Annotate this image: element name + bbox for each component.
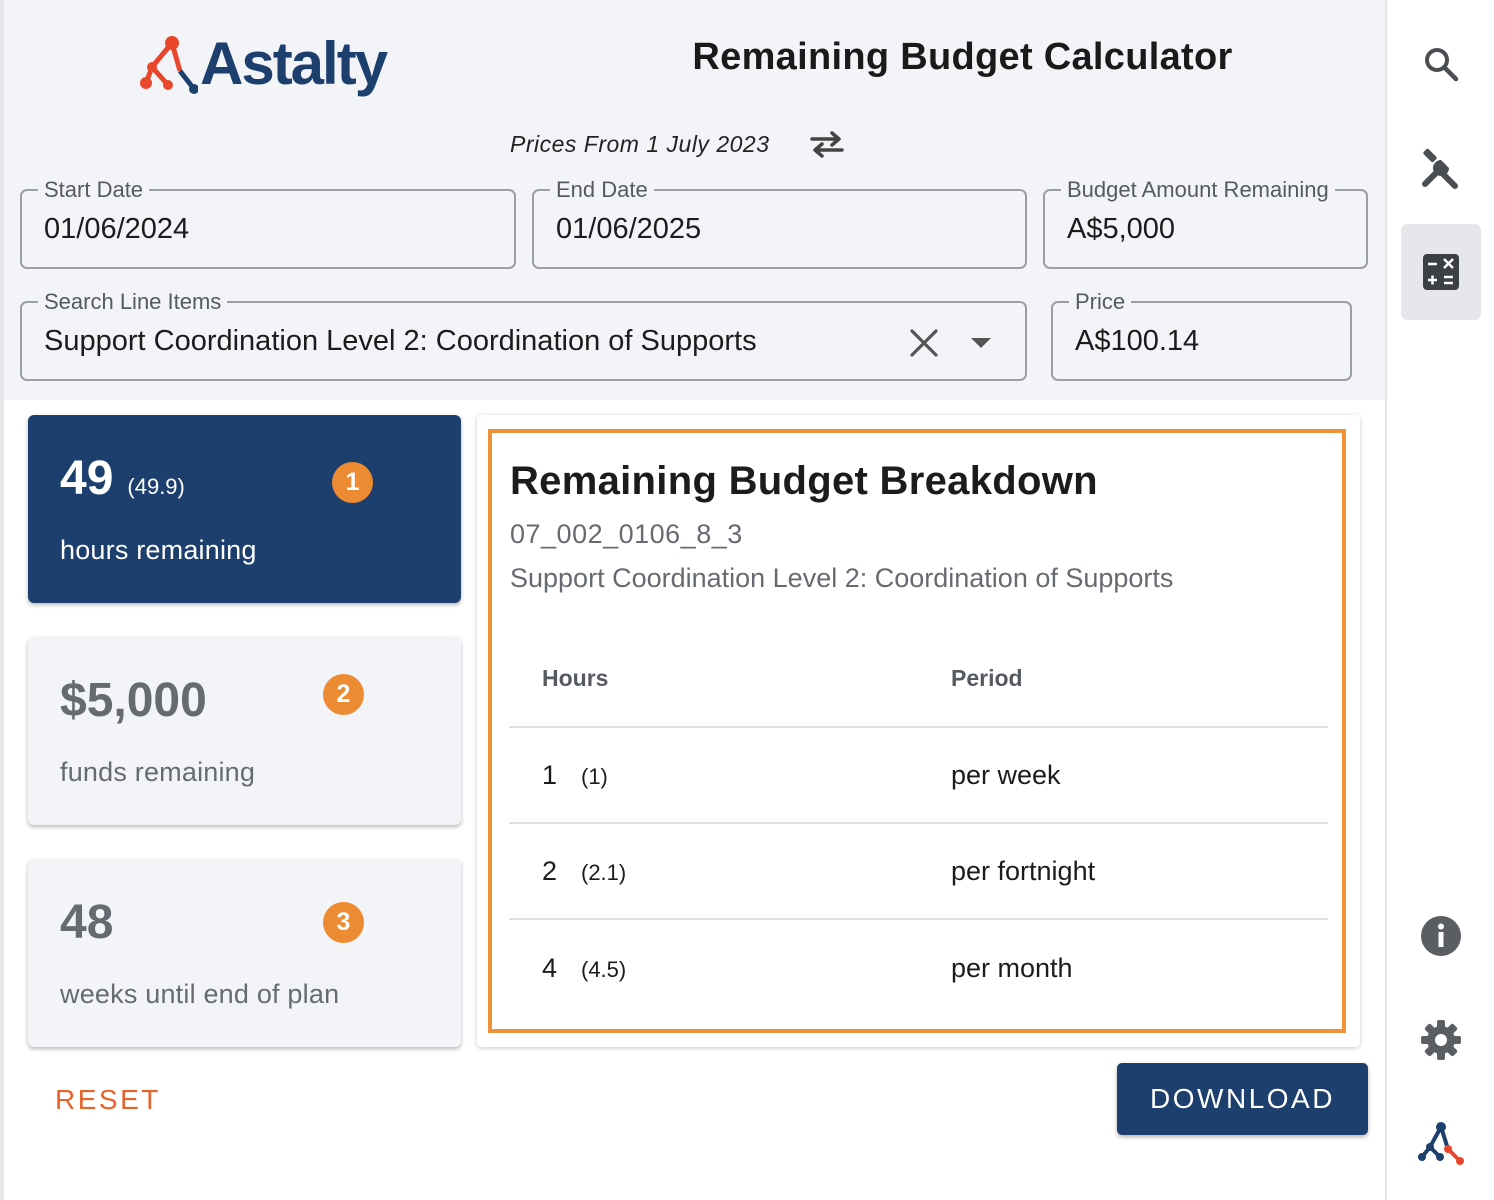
sidebar-item-calculator[interactable] <box>1401 224 1481 320</box>
left-edge <box>0 0 4 1200</box>
period-column-header: Period <box>951 665 1023 691</box>
astalty-logo-icon <box>1416 1117 1466 1167</box>
search-line-items-label: Search Line Items <box>38 289 227 315</box>
budget-amount-field[interactable] <box>1043 177 1368 269</box>
logo-text: Astalty <box>200 29 387 97</box>
table-row <box>509 728 1328 822</box>
clear-search-button[interactable] <box>906 325 942 361</box>
reset-button[interactable]: RESET <box>55 1084 161 1115</box>
hours-column-header: Hours <box>542 665 609 691</box>
search-line-items-value[interactable]: Support Coordination Level 2: Coordination of Supports <box>44 325 757 357</box>
astalty-molecule-icon <box>138 31 198 95</box>
funds-remaining-card[interactable] <box>28 637 461 825</box>
open-dropdown-button[interactable] <box>966 329 996 357</box>
hours-remaining-value: 49 <box>60 452 114 505</box>
row-hours: 1 <box>542 760 558 790</box>
line-item-name: Support Coordination Level 2: Coordination of Supports <box>510 563 1174 593</box>
swap-arrows-icon <box>808 129 846 159</box>
sidebar-item-tools[interactable] <box>1401 120 1481 216</box>
step-badge-2: 2 <box>323 674 364 715</box>
step-badge-3: 3 <box>323 902 364 943</box>
table-row <box>509 921 1328 1015</box>
price-label: Price <box>1069 289 1131 315</box>
row-hours: 4 <box>542 953 558 983</box>
start-date-label: Start Date <box>38 177 149 203</box>
download-button[interactable]: DOWNLOAD <box>1117 1063 1368 1135</box>
row-period: per month <box>951 953 1073 983</box>
weeks-remaining-card[interactable] <box>28 859 461 1047</box>
funds-remaining-value: $5,000 <box>60 674 207 727</box>
row-period: per week <box>951 760 1061 790</box>
hours-remaining-card[interactable] <box>28 415 461 603</box>
row-hours-exact: (1) <box>581 764 608 789</box>
hours-remaining-label: hours remaining <box>60 535 257 565</box>
sidebar-item-info[interactable] <box>1401 888 1481 984</box>
right-sidebar <box>1385 0 1494 1200</box>
funds-remaining-label: funds remaining <box>60 757 256 787</box>
page-title: Remaining Budget Calculator <box>692 36 1233 78</box>
step-badge-1: 1 <box>332 462 373 503</box>
sidebar-item-astalty[interactable] <box>1401 1094 1481 1190</box>
row-hours: 2 <box>542 856 558 886</box>
hours-remaining-exact: (49.9) <box>127 474 185 499</box>
prices-row <box>470 122 890 166</box>
calculator-icon <box>1422 253 1460 291</box>
table-row <box>509 824 1328 918</box>
info-icon <box>1420 915 1462 957</box>
price-value[interactable]: A$100.14 <box>1075 325 1200 357</box>
budget-amount-label: Budget Amount Remaining <box>1061 177 1335 203</box>
swap-price-guide-button[interactable] <box>807 124 847 164</box>
budget-amount-value[interactable]: A$5,000 <box>1067 213 1176 245</box>
table-divider <box>509 918 1328 920</box>
row-hours-exact: (4.5) <box>581 957 627 982</box>
weeks-remaining-value: 48 <box>60 896 114 949</box>
start-date-value[interactable]: 01/06/2024 <box>44 213 190 245</box>
tools-icon <box>1419 146 1463 190</box>
line-item-code: 07_002_0106_8_3 <box>510 519 743 549</box>
sidebar-item-settings[interactable] <box>1401 992 1481 1088</box>
close-icon <box>906 325 942 361</box>
astalty-logo <box>138 30 448 96</box>
chevron-down-icon <box>970 337 992 349</box>
end-date-value[interactable]: 01/06/2025 <box>556 213 702 245</box>
gear-icon <box>1420 1019 1462 1061</box>
start-date-field[interactable] <box>20 177 516 269</box>
row-period: per fortnight <box>951 856 1096 886</box>
price-field[interactable] <box>1051 289 1352 381</box>
breakdown-title: Remaining Budget Breakdown <box>510 459 1098 503</box>
search-icon <box>1421 44 1461 84</box>
end-date-field[interactable] <box>532 177 1027 269</box>
prices-from-label: Prices From 1 July 2023 <box>510 130 770 157</box>
weeks-remaining-label: weeks until end of plan <box>60 979 340 1009</box>
breakdown-panel <box>488 429 1346 1033</box>
row-hours-exact: (2.1) <box>581 860 627 885</box>
end-date-label: End Date <box>550 177 654 203</box>
search-line-items-field[interactable] <box>20 289 1027 381</box>
sidebar-item-search[interactable] <box>1401 16 1481 112</box>
